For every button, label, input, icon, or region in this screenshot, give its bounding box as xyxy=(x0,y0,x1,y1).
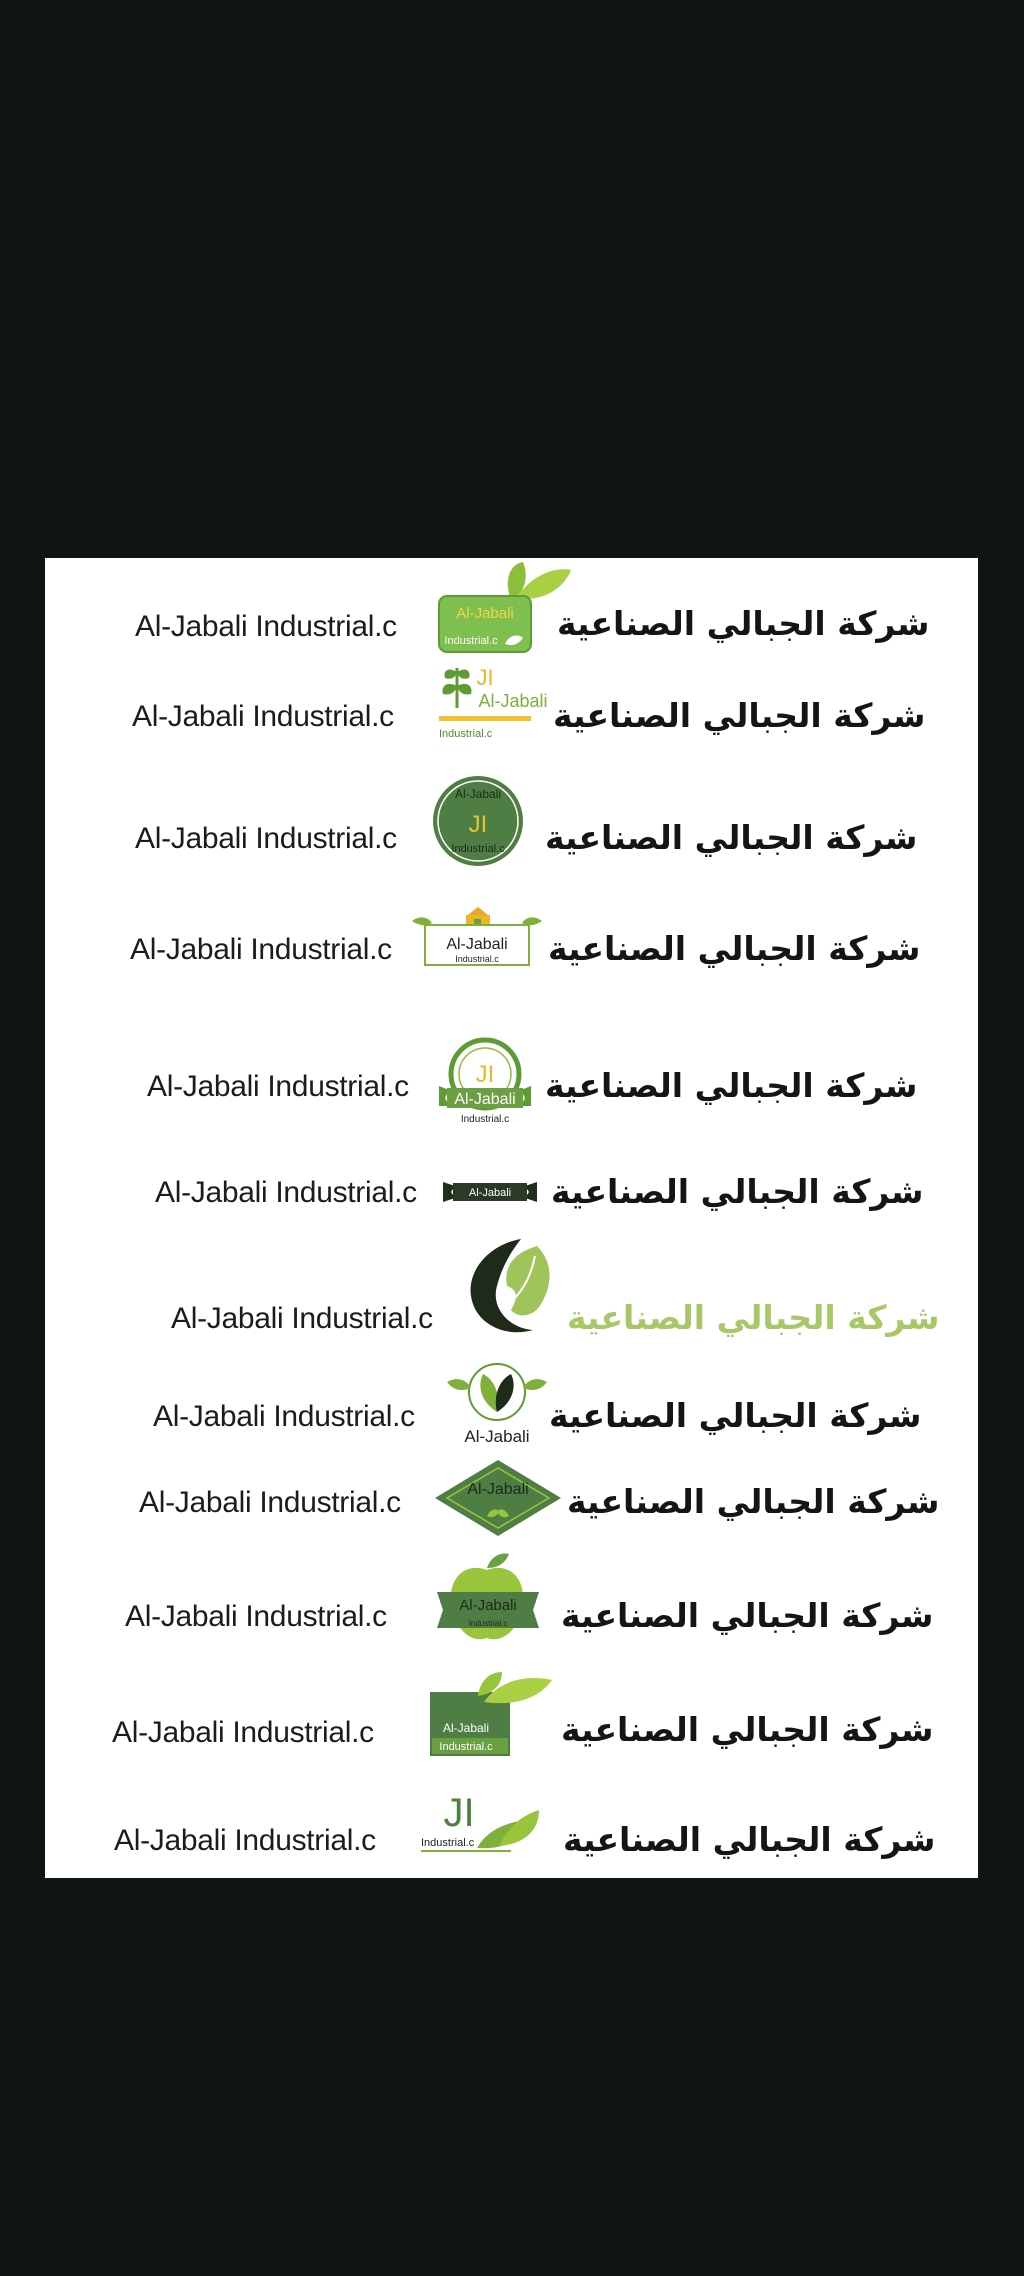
english-name: Al-Jabali Industrial.c xyxy=(125,1600,387,1633)
arabic-name: شركة الجبالي الصناعية xyxy=(551,1172,924,1211)
arabic-name: شركة الجبالي الصناعية xyxy=(563,1820,936,1859)
english-name: Al-Jabali Industrial.c xyxy=(135,610,397,643)
logo-ring-ribbon xyxy=(435,1034,545,1129)
logo-tag: Industrial.c xyxy=(439,1741,493,1753)
logo-tag: Industrial.c xyxy=(460,1114,510,1125)
logo-crescent-leaf xyxy=(461,1234,561,1344)
logo-name: Al-Jabali xyxy=(467,1481,529,1498)
english-name: Al-Jabali Industrial.c xyxy=(135,822,397,855)
logo-mark: JI xyxy=(476,665,494,690)
arabic-name: شركة الجبالي الصناعية xyxy=(545,818,918,857)
logo-dark-ribbon xyxy=(441,1174,541,1210)
logo-tag: Industrial.c xyxy=(421,1837,475,1849)
english-name: Al-Jabali Industrial.c xyxy=(147,1070,409,1103)
logo-name: Al-Jabali xyxy=(454,787,502,801)
logo-diamond xyxy=(431,1456,565,1540)
arabic-name: شركة الجبالي الصناعية xyxy=(557,604,930,643)
logo-tag: Industrial.c xyxy=(439,728,493,740)
logo-house-frame xyxy=(410,903,545,983)
logo-box-leaves xyxy=(428,1668,558,1768)
english-name: Al-Jabali Industrial.c xyxy=(112,1716,374,1749)
arabic-name: شركة الجبالي الصناعية xyxy=(548,929,921,968)
logo-name: Al-Jabali xyxy=(456,605,514,622)
logo-tag: Industrial.c xyxy=(444,635,498,647)
arabic-name: شركة الجبالي الصناعية xyxy=(553,696,926,735)
logo-mark: JI xyxy=(443,1791,475,1835)
english-name: Al-Jabali Industrial.c xyxy=(153,1400,415,1433)
english-name: Al-Jabali Industrial.c xyxy=(139,1486,401,1519)
logo-plant-bar xyxy=(437,658,557,748)
english-name: Al-Jabali Industrial.c xyxy=(132,700,394,733)
logo-name: Al-Jabali xyxy=(459,1597,517,1614)
logo-sheet xyxy=(45,558,978,1878)
arabic-name: شركة الجبالي الصناعية xyxy=(561,1710,934,1749)
arabic-name: شركة الجبالي الصناعية xyxy=(545,1066,918,1105)
arabic-name: شركة الجبالي الصناعية xyxy=(549,1396,922,1435)
arabic-name: شركة الجبالي الصناعية xyxy=(567,1482,940,1521)
logo-tag: Industrial.c xyxy=(468,1619,508,1628)
logo-name: Al-Jabali xyxy=(442,1721,490,1735)
logo-apple-banner xyxy=(431,1548,545,1652)
english-name: Al-Jabali Industrial.c xyxy=(114,1824,376,1857)
logo-name: Al-Jabali xyxy=(446,936,508,953)
english-name: Al-Jabali Industrial.c xyxy=(130,933,392,966)
logo-tag: Industrial.c xyxy=(451,843,505,855)
logo-name: Al-Jabali xyxy=(468,1187,512,1199)
logo-tag: Industrial.c xyxy=(455,954,499,964)
arabic-name: شركة الجبالي الصناعية xyxy=(561,1596,934,1635)
logo-mark: JI xyxy=(468,811,488,838)
arabic-name: شركة الجبالي الصناعية xyxy=(567,1298,940,1337)
english-name: Al-Jabali Industrial.c xyxy=(155,1176,417,1209)
logo-circle-leaves xyxy=(443,1358,551,1450)
logo-round-seal xyxy=(431,774,527,870)
logo-name: Al-Jabali xyxy=(454,1091,516,1108)
logo-name: Al-Jabali xyxy=(478,691,548,711)
english-name: Al-Jabali Industrial.c xyxy=(171,1302,433,1335)
logo-mark: JI xyxy=(475,1061,495,1088)
logo-mark-leaves xyxy=(417,1784,547,1864)
logo-name: Al-Jabali xyxy=(464,1427,530,1446)
